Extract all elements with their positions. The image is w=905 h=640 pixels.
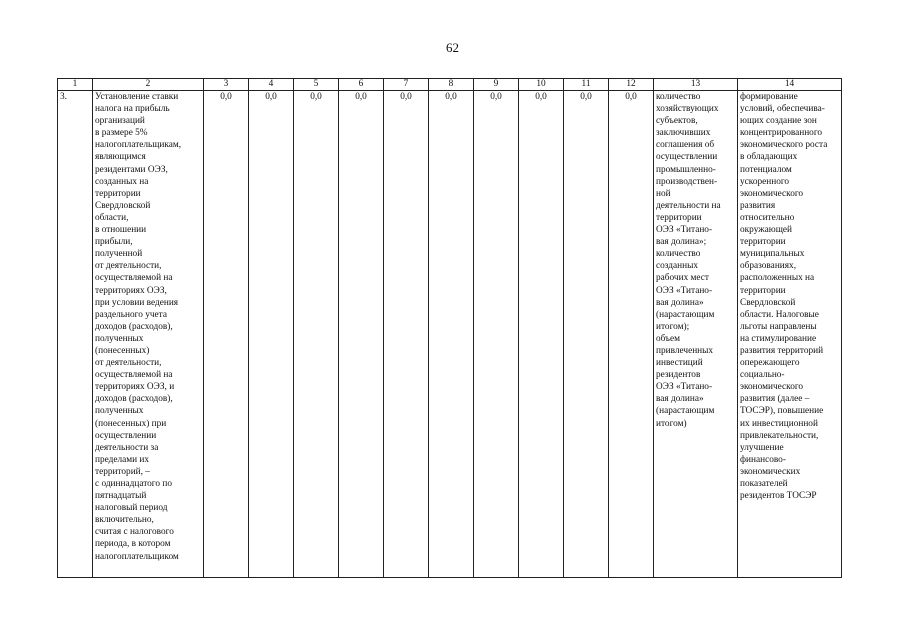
value-cell: 0,0 bbox=[204, 91, 249, 578]
column-number-row bbox=[58, 79, 842, 91]
value-cell: 0,0 bbox=[564, 91, 609, 578]
column-header: 1 bbox=[58, 79, 93, 91]
value-cell: 0,0 bbox=[384, 91, 429, 578]
value-cell: 0,0 bbox=[519, 91, 564, 578]
value-cell: 0,0 bbox=[474, 91, 519, 578]
column-header: 4 bbox=[249, 79, 294, 91]
tax-benefits-table bbox=[57, 78, 842, 578]
indicators-cell: количество хозяйствующих субъектов, заключивших соглашения об осуществлении промышленно- производствен- ной деятельности на территории ОЭЗ «Титано- вая долина»; количество созданных рабочих мест ОЭЗ «Титано- вая долина» (нарастающим итогом); объем привлеченных инвестиций резидентов ОЭЗ «Титано- вая долина» (нарастающим итогом) bbox=[654, 91, 738, 578]
column-header: 6 bbox=[339, 79, 384, 91]
value-cell: 0,0 bbox=[294, 91, 339, 578]
column-header: 9 bbox=[474, 79, 519, 91]
column-header: 14 bbox=[738, 79, 842, 91]
value-cell: 0,0 bbox=[429, 91, 474, 578]
column-header: 8 bbox=[429, 79, 474, 91]
value-cell: 0,0 bbox=[249, 91, 294, 578]
row-index: 3. bbox=[58, 91, 93, 578]
column-header: 7 bbox=[384, 79, 429, 91]
column-header: 2 bbox=[93, 79, 204, 91]
column-header: 11 bbox=[564, 79, 609, 91]
column-header: 5 bbox=[294, 79, 339, 91]
value-cell: 0,0 bbox=[609, 91, 654, 578]
goals-cell: формирование условий, обеспечива- ющих создание зон концентрированного экономического роста в обладающих потенциалом ускоренного экономического развития относительно окружающей территории муниципальных образованиях, расположенных на территории Свердловской области. Налоговые льготы направлены на стимулирование развития территорий опережающего социально- экономического развития (далее – ТОСЭР), повышение их инвестиционной привлекательности, улучшение финансово- экономических показателей резидентов ТОСЭР bbox=[738, 91, 842, 578]
column-header: 10 bbox=[519, 79, 564, 91]
value-cell: 0,0 bbox=[339, 91, 384, 578]
table-row bbox=[58, 91, 842, 578]
benefit-description: Установление ставки налога на прибыль организаций в размере 5% налогоплательщикам, являющимся резидентами ОЭЗ, созданных на территории Свердловской области, в отношении прибыли, полученной от деятельности, осуществляемой на территориях ОЭЗ, при условии ведения раздельного учета доходов (расходов), полученных (понесенных) от деятельности, осуществляемой на территориях ОЭЗ, и доходов (расходов), полученных (понесенных) при осуществлении деятельности за пределами их территорий, – с одиннадцатого по пятнадцатый налоговый период включительно, считая с налогового периода, в котором налогоплательщиком bbox=[93, 91, 204, 578]
page-number: 62 bbox=[446, 40, 459, 55]
column-header: 3 bbox=[204, 79, 249, 91]
column-header: 12 bbox=[609, 79, 654, 91]
column-header: 13 bbox=[654, 79, 738, 91]
